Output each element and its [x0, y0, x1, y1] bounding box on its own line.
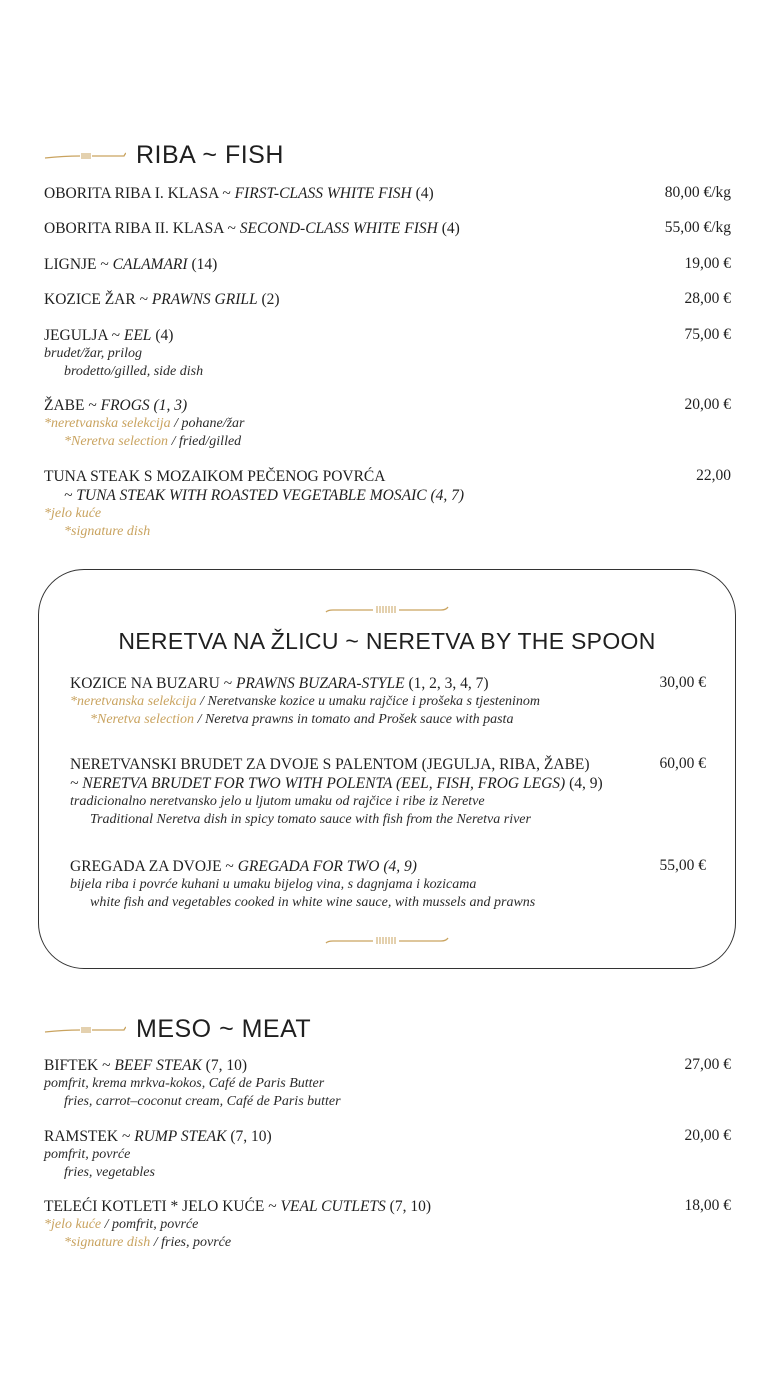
item-price: 27,00 € — [684, 1056, 731, 1073]
item-price: 30,00 € — [659, 674, 706, 691]
item-desc-en: / fried/gilled — [168, 433, 242, 449]
item-desc-hr: tradicionalno neretvansko jelo u ljutom umaku od rajčice i ribe iz Neretve — [70, 794, 485, 809]
item-desc-en: fries, carrot–coconut cream, Café de Paris butter — [64, 1093, 341, 1109]
menu-item — [44, 219, 731, 238]
item-price: 20,00 € — [684, 1127, 731, 1144]
item-price: 22,00 — [696, 467, 731, 484]
menu-item — [44, 290, 731, 309]
item-name: NERETVANSKI BRUDET ZA DVOJE S PALENTOM (JEGULJA, RIBA, ŽABE) — [70, 756, 590, 773]
item-tag-hr: *neretvanska selekcija — [44, 416, 171, 431]
item-name: JEGULJA ~ — [44, 327, 124, 344]
item-name: LIGNJE ~ — [44, 256, 113, 273]
item-allergens: (7, 10) — [201, 1057, 247, 1074]
menu-item — [44, 1056, 731, 1110]
menu-item — [44, 467, 731, 540]
menu-item — [44, 1127, 731, 1181]
item-name: TELEĆI KOTLETI * JELO KUĆE ~ — [44, 1198, 281, 1215]
item-desc-hr: / pohane/žar — [170, 416, 245, 431]
item-name-en: EEL — [123, 327, 152, 344]
item-name-en: RUMP STEAK — [134, 1128, 227, 1145]
item-tag-hr: *neretvanska selekcija — [70, 694, 197, 709]
item-desc-hr: bijela riba i povrće kuhani u umaku bijelog vina, s dagnjama i kozicama — [70, 877, 477, 892]
section-title: MESO ~ MEAT — [136, 1015, 312, 1043]
item-name-en: FROGS (1, 3) — [100, 397, 188, 414]
item-allergens: (1, 2, 3, 4, 7) — [404, 675, 489, 692]
item-allergens: (7, 10) — [226, 1128, 272, 1145]
item-name-en: VEAL CUTLETS — [280, 1198, 386, 1215]
item-name-en: SECOND-CLASS WHITE FISH — [239, 220, 438, 237]
item-name: ŽABE ~ — [44, 397, 101, 414]
item-name: KOZICE ŽAR ~ — [44, 291, 152, 308]
item-name-en: CALAMARI — [112, 256, 188, 273]
menu-item — [44, 1197, 731, 1251]
item-desc-en: / fries, povrće — [150, 1234, 232, 1250]
item-price: 20,00 € — [684, 396, 731, 413]
section-header-fish — [44, 141, 284, 170]
item-desc-en: Traditional Neretva dish in spicy tomato sauce with fish from the Neretva river — [90, 811, 531, 827]
menu-item — [44, 326, 731, 380]
menu-item — [44, 184, 731, 203]
item-name-en: ~ NERETVA BRUDET FOR TWO WITH POLENTA (EEL, FISH, FROG LEGS) — [70, 775, 566, 792]
item-name-en: ~ TUNA STEAK WITH ROASTED VEGETABLE MOSAIC (4, 7) — [64, 487, 465, 504]
item-tag-en: *Neretva selection — [64, 433, 169, 449]
item-tag-hr: *jelo kuće — [44, 1217, 102, 1232]
item-name-en: PRAWNS BUZARA-STYLE — [235, 675, 405, 692]
item-tag-en: *signature dish — [64, 523, 151, 539]
section-title: RIBA ~ FISH — [136, 141, 284, 169]
item-price: 60,00 € — [659, 755, 706, 772]
item-tag-en: *signature dish — [64, 1234, 151, 1250]
item-price: 80,00 €/kg — [664, 184, 731, 201]
item-name: GREGADA ZA DVOJE ~ — [70, 858, 238, 875]
menu-item — [70, 755, 706, 828]
ornament-icon — [44, 1024, 126, 1036]
item-name: TUNA STEAK S MOZAIKOM PEČENOG POVRĆA — [44, 468, 386, 485]
section-header-meat — [44, 1015, 311, 1044]
item-tag-en: *Neretva selection — [90, 711, 195, 727]
item-allergens: (14) — [187, 256, 218, 273]
ornament-icon — [44, 150, 126, 162]
item-name-en: BEEF STEAK — [114, 1057, 202, 1074]
section-title: NERETVA NA ŽLICU ~ NERETVA BY THE SPOON — [118, 628, 656, 654]
item-allergens: (4, 9) — [565, 775, 603, 792]
item-price: 28,00 € — [684, 290, 731, 307]
menu-item — [70, 674, 706, 728]
item-name: BIFTEK ~ — [44, 1057, 115, 1074]
item-desc-en: / Neretva prawns in tomato and Prošek sauce with pasta — [194, 711, 514, 727]
item-allergens: (2) — [257, 291, 280, 308]
item-desc-hr: / Neretvanske kozice u umaku rajčice i prošeka s tjesteninom — [196, 694, 541, 709]
item-price: 55,00 €/kg — [664, 219, 731, 236]
item-desc-en: fries, vegetables — [64, 1164, 155, 1180]
item-name-en: FIRST-CLASS WHITE FISH — [234, 185, 412, 202]
item-desc-hr: brudet/žar, prilog — [44, 346, 143, 361]
item-desc-en: brodetto/gilled, side dish — [64, 363, 204, 379]
menu-item — [44, 396, 731, 450]
ornament-icon — [325, 601, 449, 615]
item-desc-hr: pomfrit, povrće — [44, 1147, 131, 1162]
item-name-en: PRAWNS GRILL — [151, 291, 258, 308]
item-name: OBORITA RIBA II. KLASA ~ — [44, 220, 240, 237]
item-name: KOZICE NA BUZARU ~ — [70, 675, 236, 692]
item-allergens: (4) — [437, 220, 460, 237]
item-price: 75,00 € — [684, 326, 731, 343]
item-name: OBORITA RIBA I. KLASA ~ — [44, 185, 235, 202]
item-allergens: (4) — [411, 185, 434, 202]
item-desc-hr: pomfrit, krema mrkva-kokos, Café de Paris Butter — [44, 1076, 325, 1091]
item-desc-en: white fish and vegetables cooked in white wine sauce, with mussels and prawns — [90, 894, 536, 910]
item-allergens: (7, 10) — [385, 1198, 431, 1215]
neretva-spoon-box — [38, 569, 736, 969]
item-price: 18,00 € — [684, 1197, 731, 1214]
item-name: RAMSTEK ~ — [44, 1128, 135, 1145]
menu-item — [44, 255, 731, 274]
item-price: 19,00 € — [684, 255, 731, 272]
item-allergens: (4) — [151, 327, 174, 344]
menu-item — [70, 857, 706, 911]
item-price: 55,00 € — [659, 857, 706, 874]
item-name-en: GREGADA FOR TWO (4, 9) — [237, 858, 417, 875]
item-tag-hr: *jelo kuće — [44, 506, 102, 521]
ornament-icon — [325, 932, 449, 946]
item-desc-hr: / pomfrit, povrće — [101, 1217, 199, 1232]
